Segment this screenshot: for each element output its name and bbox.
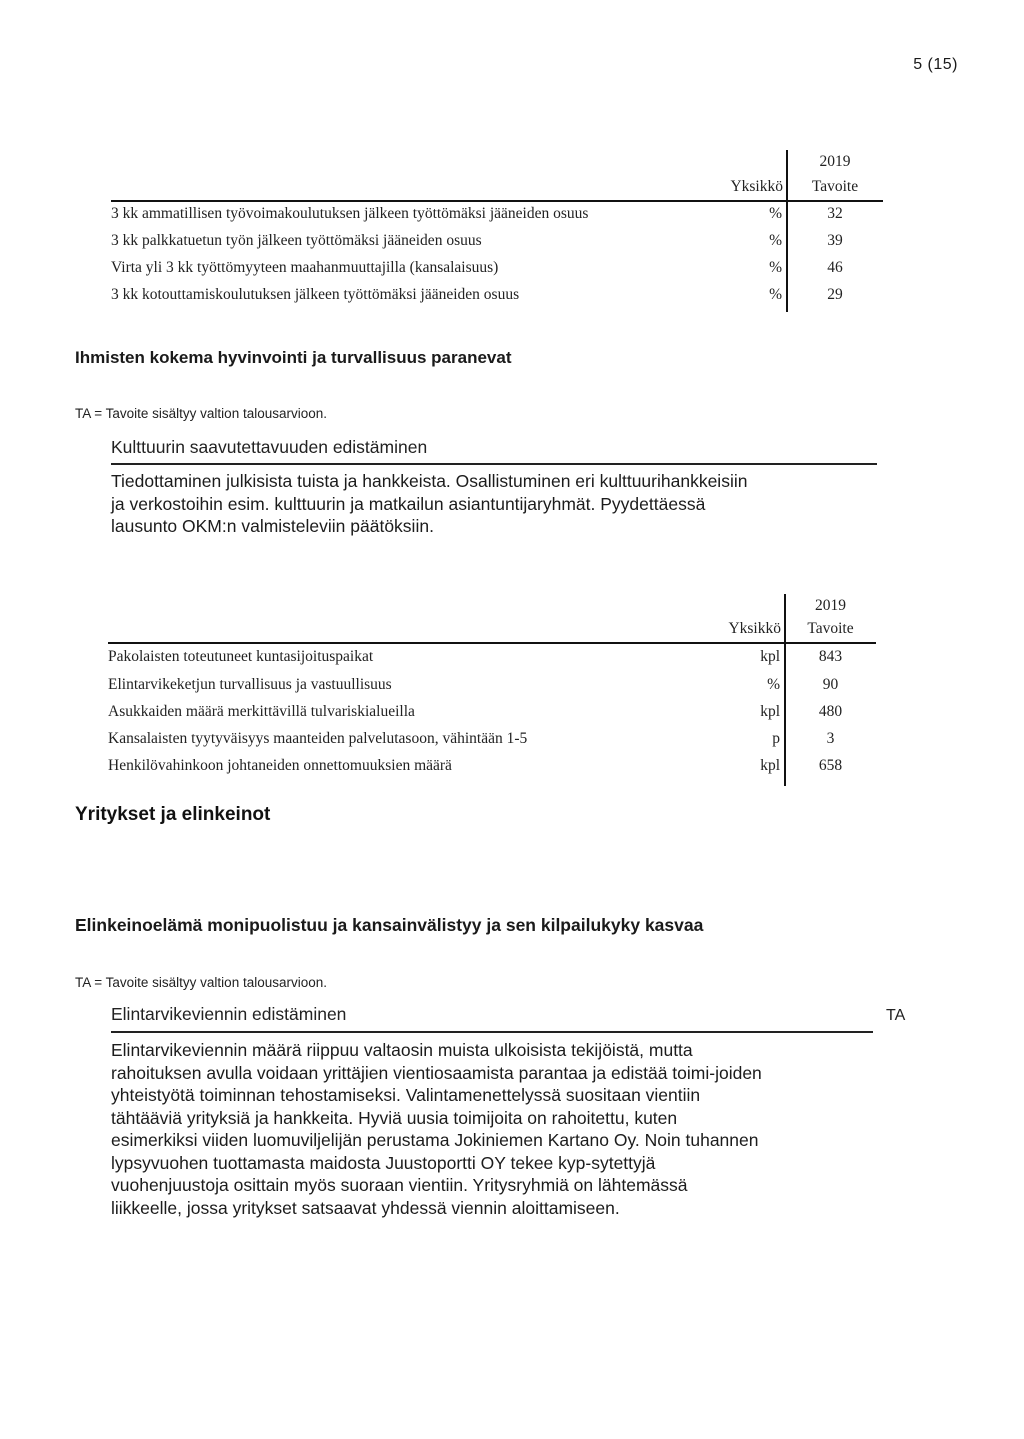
table-row <box>108 755 876 777</box>
row-label: 3 kk ammatillisen työvoimakoulutuksen jälkeen työttömäksi jääneiden osuus <box>111 205 589 222</box>
paragraph-line: liikkeelle, jossa yritykset satsaavat yhdessä viennin aloittamiseen. <box>111 1197 620 1218</box>
row-label: Elintarvikeketjun turvallisuus ja vastuullisuus <box>108 676 392 693</box>
table-row <box>111 257 883 279</box>
table-header-target: Tavoite <box>811 178 859 195</box>
row-label: 3 kk kotouttamiskoulutuksen jälkeen työttömäksi jääneiden osuus <box>111 286 520 303</box>
section-heading-wellbeing: Ihmisten kokema hyvinvointi ja turvallisuus paranevat <box>75 348 512 367</box>
section-title-business: Yritykset ja elinkeinot <box>75 804 271 825</box>
table-header-rule <box>111 200 883 202</box>
paragraph-line: tähtääviä yrityksiä ja hankkeita. Hyviä uusia toimijoita on rahoitettu, kuten <box>111 1107 678 1128</box>
table-header-target: Tavoite <box>807 620 854 637</box>
row-value: 39 <box>827 232 843 249</box>
paragraph-line: ja verkostoihin esim. kulttuurin ja matkailun asiantuntijaryhmät. Pyydettäessä <box>111 493 706 514</box>
paragraph-line: yhteistyötä toiminnan tehostamiseksi. Valintamenettelyssä suositaan vientiin <box>111 1085 701 1105</box>
paragraph-line: rahoituksen avulla voidaan yrittäjien vientiosaamista parantaa ja edistää toimi-joiden <box>111 1062 762 1083</box>
row-unit: % <box>769 286 782 303</box>
ta-note: TA = Tavoite sisältyy valtion talousarvioon. <box>75 406 328 421</box>
row-label: Kansalaisten tyytyväisyys maanteiden palvelutasoon, vähintään 1-5 <box>108 730 528 747</box>
paragraph-line: Elintarvikeviennin määrä riippuu valtaosin muista ulkoisista tekijöistä, mutta <box>111 1040 693 1060</box>
table-row <box>108 701 876 723</box>
ta-tag: TA <box>886 1007 906 1024</box>
table-row <box>111 230 883 252</box>
row-label: Henkilövahinkoon johtaneiden onnettomuuksien määrä <box>108 757 452 774</box>
row-unit: % <box>769 259 782 276</box>
table-header-unit: Yksikkö <box>730 178 783 195</box>
row-label: Asukkaiden määrä merkittävillä tulvariskialueilla <box>108 703 415 720</box>
row-label: Virta yli 3 kk työttömyyteen maahanmuuttajilla (kansalaisuus) <box>111 259 499 276</box>
subtitle-rule <box>111 463 877 465</box>
paragraph-food-export <box>111 1039 891 1219</box>
paragraph-line: Tiedottaminen julkisista tuista ja hankkeista. Osallistuminen eri kulttuurihankkeisiin <box>111 471 748 491</box>
table-row <box>111 203 883 225</box>
subtitle-culture-access: Kulttuurin saavutettavuuden edistäminen <box>111 437 428 457</box>
subtitle-food-export: Elintarvikeviennin edistäminen <box>111 1004 347 1024</box>
row-unit: kpl <box>760 648 780 665</box>
metrics-table-employment <box>111 150 883 320</box>
paragraph-line: lypsyvuohen tuottamasta maidosta Juustoportti OY tekee kyp-sytettyjä <box>111 1152 656 1173</box>
row-unit: p <box>772 730 780 747</box>
row-value: 46 <box>827 259 843 276</box>
row-value: 32 <box>827 205 843 222</box>
page-number: 5 (15) <box>913 56 958 73</box>
paragraph-line: esimerkiksi viiden luomuviljelijän perustama Jokiniemen Kartano Oy. Noin tuhannen <box>111 1130 759 1150</box>
metrics-table-safety <box>108 594 876 789</box>
paragraph-culture <box>111 470 881 538</box>
row-unit: kpl <box>760 703 780 720</box>
table-header-unit: Yksikkö <box>728 620 781 637</box>
table-header-year: 2019 <box>819 153 851 170</box>
row-label: Pakolaisten toteutuneet kuntasijoituspaikat <box>108 648 374 665</box>
row-label: 3 kk palkkatuetun työn jälkeen työttömäksi jääneiden osuus <box>111 232 482 249</box>
row-value: 843 <box>818 648 843 665</box>
paragraph-line: lausunto OKM:n valmisteleviin päätöksiin. <box>111 516 434 536</box>
row-value: 658 <box>818 757 843 774</box>
table-row <box>108 728 876 750</box>
row-unit: kpl <box>760 757 780 774</box>
row-value: 90 <box>822 676 839 693</box>
row-unit: % <box>769 205 782 222</box>
table-row <box>108 646 876 668</box>
row-value: 480 <box>818 703 843 720</box>
subtitle-rule <box>111 1031 873 1033</box>
row-value: 3 <box>826 730 835 747</box>
row-unit: % <box>769 232 782 249</box>
ta-note: TA = Tavoite sisältyy valtion talousarvioon. <box>75 975 328 990</box>
paragraph-line: vuohenjuustoja osittain myös suoraan vientiin. Yritysryhmiä on lähtemässä <box>111 1175 688 1195</box>
row-value: 29 <box>827 286 843 303</box>
table-row <box>108 674 876 696</box>
table-header-year: 2019 <box>815 597 846 614</box>
section-heading-business: Elinkeinoelämä monipuolistuu ja kansainvälistyy ja sen kilpailukyky kasvaa <box>75 915 704 935</box>
table-header-rule <box>108 642 876 644</box>
table-row <box>111 284 883 306</box>
row-unit: % <box>767 676 780 693</box>
